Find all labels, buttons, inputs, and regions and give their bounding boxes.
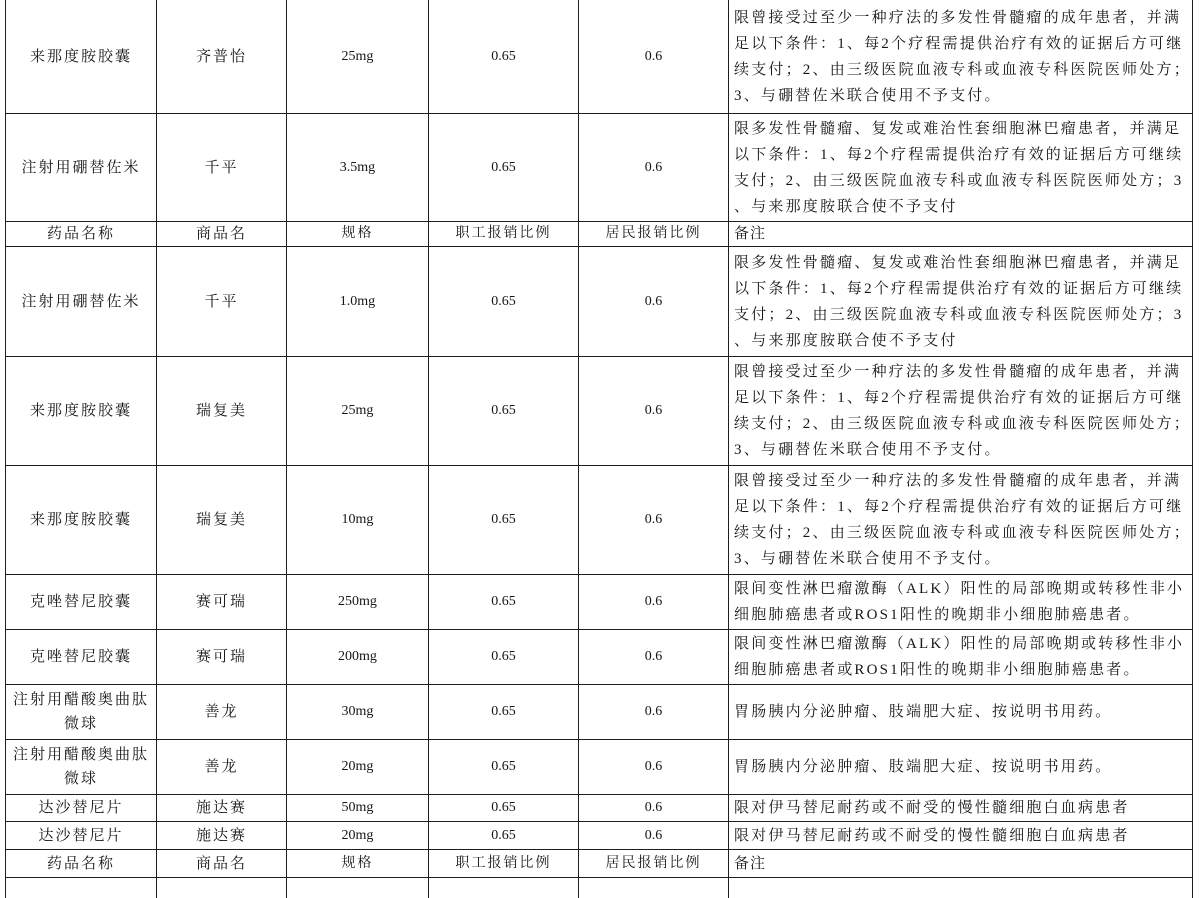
table-row <box>5 630 1193 685</box>
note-cell <box>729 0 1193 113</box>
spec-text: 10mg <box>341 512 374 527</box>
resident-ratio-text: 0.6 <box>644 293 663 309</box>
resident-ratio-text: 0.6 <box>644 48 663 64</box>
spec-cell <box>287 822 429 849</box>
brand-name-cell <box>157 878 287 898</box>
note-line: 胃肠胰内分泌肿瘤、肢端肥大症、按说明书用药。 <box>734 704 1113 720</box>
employee-ratio-text: 0.65 <box>491 403 516 418</box>
spec-text: 25mg <box>341 403 374 418</box>
drug-name-cell <box>6 466 157 574</box>
note-line: 以下条件：1、每2个疗程需提供治疗有效的证据后方可继续 <box>734 146 1184 163</box>
note-line: 足以下条件：1、每2个疗程需提供治疗有效的证据后方可继 <box>734 499 1184 515</box>
spec-cell <box>287 114 429 221</box>
table-row <box>5 0 1193 114</box>
note-line: 、与来那度胺联合使不予支付 <box>734 332 958 349</box>
spec-text: 200mg <box>338 649 377 664</box>
brand-name-text: 千平 <box>204 293 239 310</box>
table-row <box>5 685 1193 740</box>
drug-name-text: 来那度胺胶囊 <box>29 48 132 65</box>
resident-ratio-cell <box>579 795 729 821</box>
spec-cell <box>287 357 429 465</box>
spec-text: 3.5mg <box>339 159 376 175</box>
brand-name-cell <box>157 357 287 465</box>
note-line: 3、与硼替佐米联合使用不予支付。 <box>734 442 1002 458</box>
spec-cell <box>287 740 429 794</box>
drug-name-cell <box>6 630 157 684</box>
drug-name-cell <box>6 822 157 849</box>
drug-reimbursement-table <box>5 0 1193 898</box>
header-employee-ratio-cell <box>429 850 579 877</box>
drug-name-text: 注射用硼替佐米 <box>21 159 141 176</box>
employee-ratio-text: 0.65 <box>491 704 516 719</box>
header-brand-name-label: 商品名 <box>195 226 247 242</box>
note-line: 限多发性骨髓瘤、复发或难治性套细胞淋巴瘤患者，并满足 <box>734 254 1182 271</box>
header-note-label: 备注 <box>734 226 767 242</box>
header-brand-name-cell <box>157 850 287 877</box>
employee-ratio-text: 0.65 <box>491 512 516 527</box>
resident-ratio-text: 0.6 <box>644 159 663 175</box>
spec-text: 20mg <box>341 827 374 843</box>
resident-ratio-cell <box>579 357 729 465</box>
drug-name-cell <box>6 878 157 898</box>
brand-name-cell <box>157 685 287 739</box>
resident-ratio-text: 0.6 <box>644 403 663 418</box>
employee-ratio-cell <box>429 466 579 574</box>
note-cell <box>729 466 1193 574</box>
resident-ratio-cell <box>579 630 729 684</box>
header-spec-label: 规格 <box>341 226 374 241</box>
note-cell <box>729 357 1193 465</box>
note-line: 限多发性骨髓瘤、复发或难治性套细胞淋巴瘤患者，并满足 <box>734 120 1182 137</box>
spec-text: 1.0mg <box>339 293 376 309</box>
note-line: 3、与硼替佐米联合使用不予支付。 <box>734 551 1002 567</box>
note-cell <box>729 247 1193 356</box>
table-row <box>5 795 1193 822</box>
note-line: 以下条件：1、每2个疗程需提供治疗有效的证据后方可继续 <box>734 280 1184 297</box>
resident-ratio-cell <box>579 740 729 794</box>
header-employee-ratio-cell <box>429 222 579 246</box>
drug-name-text: 来那度胺胶囊 <box>29 512 132 528</box>
header-brand-name-label: 商品名 <box>195 855 247 872</box>
employee-ratio-cell <box>429 357 579 465</box>
resident-ratio-text: 0.6 <box>644 704 663 719</box>
employee-ratio-cell <box>429 740 579 794</box>
brand-name-text: 施达赛 <box>195 827 247 844</box>
employee-ratio-text: 0.65 <box>491 827 516 843</box>
note-cell <box>729 795 1193 821</box>
header-brand-name-cell <box>157 222 287 246</box>
employee-ratio-cell <box>429 878 579 898</box>
note-cell <box>729 575 1193 629</box>
drug-name-cell <box>6 740 157 794</box>
resident-ratio-cell <box>579 878 729 898</box>
header-resident-ratio-cell <box>579 222 729 246</box>
brand-name-cell <box>157 247 287 356</box>
spec-text: 50mg <box>341 800 374 815</box>
header-spec-cell <box>287 850 429 877</box>
resident-ratio-cell <box>579 466 729 574</box>
header-resident-ratio-label: 居民报销比例 <box>605 855 702 871</box>
brand-name-text: 赛可瑞 <box>195 649 247 665</box>
resident-ratio-text: 0.6 <box>644 594 663 609</box>
note-line: 足以下条件：1、每2个疗程需提供治疗有效的证据后方可继 <box>734 35 1184 52</box>
resident-ratio-cell <box>579 0 729 113</box>
spec-text: 30mg <box>341 704 374 719</box>
note-line: 3、与硼替佐米联合使用不予支付。 <box>734 87 1002 104</box>
brand-name-cell <box>157 575 287 629</box>
header-note-cell <box>729 222 1193 246</box>
note-line: 限对伊马替尼耐药或不耐受的慢性髓细胞白血病患者 <box>734 800 1130 816</box>
header-employee-ratio-label: 职工报销比例 <box>455 226 552 241</box>
spec-cell <box>287 0 429 113</box>
note-line: 续支付；2、由三级医院血液专科或血液专科医院医师处方； <box>734 61 1191 78</box>
resident-ratio-cell <box>579 575 729 629</box>
resident-ratio-text: 0.6 <box>644 759 663 774</box>
table-row <box>5 740 1193 795</box>
header-row <box>5 222 1193 247</box>
note-line: 限对伊马替尼耐药或不耐受的慢性髓细胞白血病患者 <box>734 827 1130 844</box>
header-row <box>5 850 1193 878</box>
spec-text: 20mg <box>341 759 374 774</box>
drug-name-text: 注射用醋酸奥曲肽微球 <box>12 692 149 732</box>
brand-name-cell <box>157 466 287 574</box>
note-line: 限间变性淋巴瘤激酶（ALK）阳性的局部晚期或转移性非小 <box>734 636 1185 652</box>
drug-name-text: 达沙替尼片 <box>38 800 124 816</box>
employee-ratio-text: 0.65 <box>491 293 516 309</box>
drug-name-text: 达沙替尼片 <box>38 827 124 844</box>
note-line: 支付；2、由三级医院血液专科或血液专科医院医师处方；3 <box>734 306 1184 323</box>
brand-name-text: 瑞复美 <box>195 512 247 528</box>
brand-name-text: 瑞复美 <box>195 403 247 419</box>
header-note-label: 备注 <box>734 855 767 872</box>
employee-ratio-text: 0.65 <box>491 759 516 774</box>
note-line: 限间变性淋巴瘤激酶（ALK）阳性的局部晚期或转移性非小 <box>734 581 1185 597</box>
note-line: 限曾接受过至少一种疗法的多发性骨髓瘤的成年患者，并满 <box>734 473 1182 489</box>
spec-cell <box>287 575 429 629</box>
table-row <box>5 114 1193 222</box>
note-line: 足以下条件：1、每2个疗程需提供治疗有效的证据后方可继 <box>734 390 1184 406</box>
spec-text: 250mg <box>338 594 377 609</box>
drug-name-cell <box>6 685 157 739</box>
employee-ratio-text: 0.65 <box>491 48 516 64</box>
note-line: 胃肠胰内分泌肿瘤、肢端肥大症、按说明书用药。 <box>734 759 1113 775</box>
brand-name-text: 齐普怡 <box>195 48 247 65</box>
note-cell <box>729 685 1193 739</box>
resident-ratio-text: 0.6 <box>644 512 663 527</box>
employee-ratio-cell <box>429 630 579 684</box>
employee-ratio-text: 0.65 <box>491 800 516 815</box>
header-drug-name-label: 药品名称 <box>46 226 115 242</box>
employee-ratio-cell <box>429 575 579 629</box>
drug-name-text: 注射用醋酸奥曲肽微球 <box>12 747 149 787</box>
drug-name-cell <box>6 247 157 356</box>
employee-ratio-cell <box>429 247 579 356</box>
brand-name-cell <box>157 740 287 794</box>
note-cell <box>729 822 1193 849</box>
spec-cell <box>287 685 429 739</box>
resident-ratio-cell <box>579 822 729 849</box>
spec-cell <box>287 878 429 898</box>
drug-name-text: 注射用硼替佐米 <box>21 293 141 310</box>
employee-ratio-cell <box>429 822 579 849</box>
note-line: 续支付；2、由三级医院血液专科或血液专科医院医师处方； <box>734 525 1191 541</box>
table-row <box>5 822 1193 850</box>
employee-ratio-cell <box>429 685 579 739</box>
header-spec-label: 规格 <box>341 855 374 871</box>
drug-name-text: 克唑替尼胶囊 <box>29 649 132 665</box>
brand-name-text: 善龙 <box>204 759 239 775</box>
drug-name-cell <box>6 357 157 465</box>
header-drug-name-cell <box>6 850 157 877</box>
table-row <box>5 575 1193 630</box>
header-spec-cell <box>287 222 429 246</box>
note-line: 细胞肺癌患者或ROS1阳性的晚期非小细胞肺癌患者。 <box>734 607 1141 623</box>
spec-cell <box>287 247 429 356</box>
brand-name-cell <box>157 114 287 221</box>
spec-cell <box>287 795 429 821</box>
drug-name-text: 克唑替尼胶囊 <box>29 594 132 610</box>
note-line: 续支付；2、由三级医院血液专科或血液专科医院医师处方； <box>734 416 1191 432</box>
table-row <box>5 466 1193 575</box>
employee-ratio-cell <box>429 795 579 821</box>
employee-ratio-text: 0.65 <box>491 159 516 175</box>
note-line: 支付；2、由三级医院血液专科或血液专科医院医师处方；3 <box>734 172 1184 189</box>
brand-name-text: 千平 <box>204 159 239 176</box>
brand-name-text: 赛可瑞 <box>195 594 247 610</box>
spec-cell <box>287 630 429 684</box>
resident-ratio-text: 0.6 <box>644 800 663 815</box>
header-drug-name-cell <box>6 222 157 246</box>
table-row <box>5 357 1193 466</box>
note-cell <box>729 114 1193 221</box>
employee-ratio-cell <box>429 114 579 221</box>
drug-name-cell <box>6 575 157 629</box>
resident-ratio-text: 0.6 <box>644 827 663 843</box>
resident-ratio-cell <box>579 685 729 739</box>
note-line: 细胞肺癌患者或ROS1阳性的晚期非小细胞肺癌患者。 <box>734 662 1141 678</box>
header-note-cell <box>729 850 1193 877</box>
brand-name-text: 施达赛 <box>195 800 247 816</box>
employee-ratio-cell <box>429 0 579 113</box>
resident-ratio-cell <box>579 247 729 356</box>
note-cell <box>729 740 1193 794</box>
header-resident-ratio-cell <box>579 850 729 877</box>
note-line: 、与来那度胺联合使不予支付 <box>734 198 958 215</box>
brand-name-cell <box>157 0 287 113</box>
brand-name-cell <box>157 795 287 821</box>
note-line: 限曾接受过至少一种疗法的多发性骨髓瘤的成年患者，并满 <box>734 364 1182 380</box>
drug-name-cell <box>6 795 157 821</box>
resident-ratio-text: 0.6 <box>644 649 663 664</box>
header-drug-name-label: 药品名称 <box>46 855 115 872</box>
employee-ratio-text: 0.65 <box>491 594 516 609</box>
table-row <box>5 247 1193 357</box>
drug-name-text: 来那度胺胶囊 <box>29 403 132 419</box>
note-cell <box>729 630 1193 684</box>
note-line: 限曾接受过至少一种疗法的多发性骨髓瘤的成年患者，并满 <box>734 9 1182 26</box>
table-row-partial <box>5 878 1193 898</box>
header-employee-ratio-label: 职工报销比例 <box>455 855 552 871</box>
note-cell <box>729 878 1193 898</box>
spec-cell <box>287 466 429 574</box>
brand-name-text: 善龙 <box>204 704 239 720</box>
brand-name-cell <box>157 822 287 849</box>
drug-name-cell <box>6 114 157 221</box>
employee-ratio-text: 0.65 <box>491 649 516 664</box>
resident-ratio-cell <box>579 114 729 221</box>
drug-name-cell <box>6 0 157 113</box>
brand-name-cell <box>157 630 287 684</box>
header-resident-ratio-label: 居民报销比例 <box>605 226 702 241</box>
spec-text: 25mg <box>341 48 374 64</box>
